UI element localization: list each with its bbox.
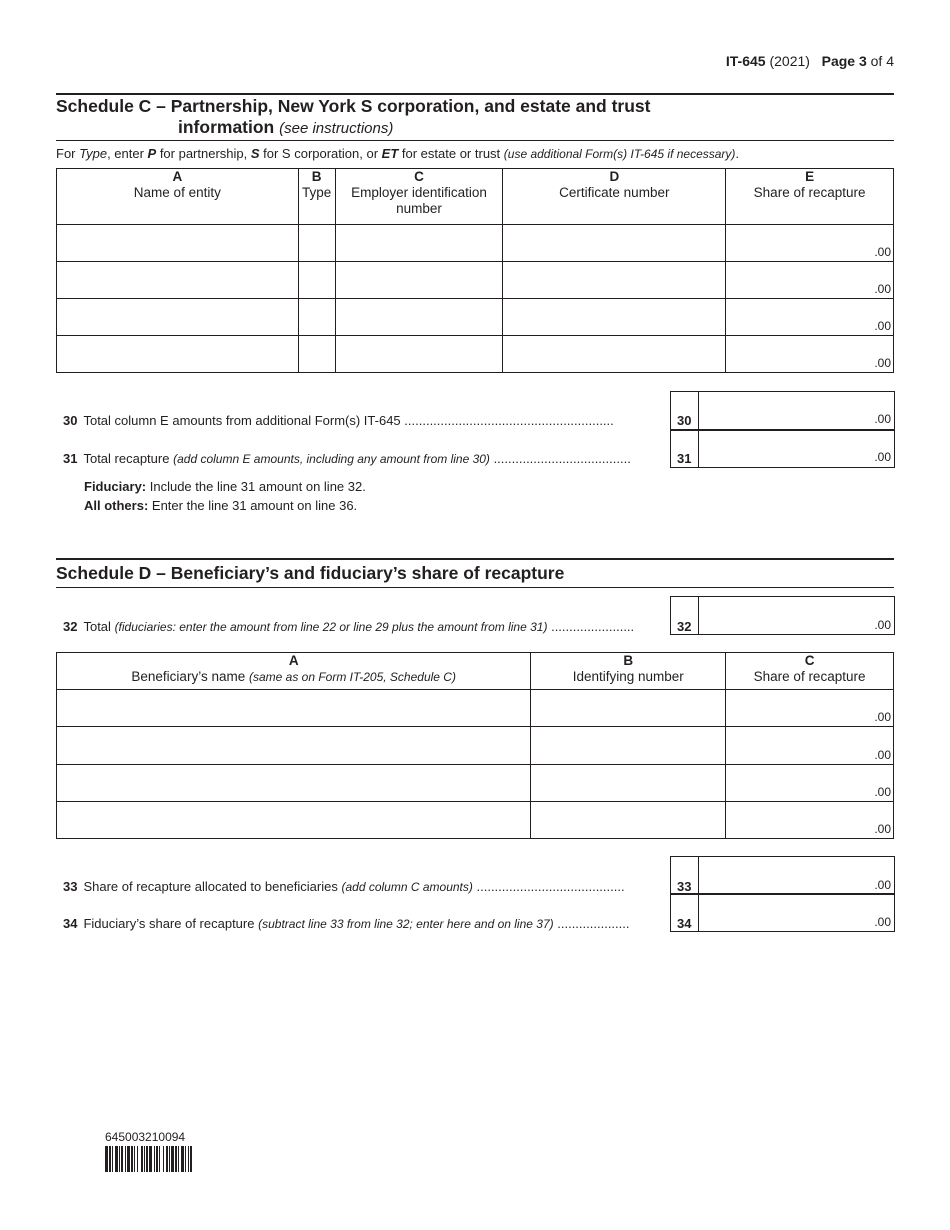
l: Beneficiary’s name bbox=[131, 669, 246, 684]
share-input[interactable] bbox=[726, 225, 894, 262]
amt: .00 bbox=[874, 822, 891, 836]
line-num: 33 bbox=[63, 879, 78, 894]
line-34: 34 Fiduciary’s share of recapture (subtract line 33 from line 32; enter here and on line 37) .................... bbox=[63, 916, 630, 931]
line-30: 30 Total column E amounts from additional Form(s) IT-645 .......................................................... bbox=[63, 413, 614, 428]
col-c-header bbox=[335, 169, 503, 225]
barcode-number: 645003210094 bbox=[105, 1130, 186, 1144]
line-30-amount-input[interactable]: .00 bbox=[874, 412, 891, 426]
l: B bbox=[311, 169, 322, 184]
l: C bbox=[414, 169, 424, 184]
t: for S corporation, or bbox=[259, 146, 382, 161]
form-year: (2021) bbox=[769, 53, 810, 69]
l: Employer identification number bbox=[351, 185, 487, 216]
l: A bbox=[172, 169, 183, 184]
t: , enter bbox=[107, 146, 148, 161]
divider bbox=[698, 856, 699, 931]
type-input[interactable] bbox=[298, 336, 335, 373]
line-num: 32 bbox=[63, 619, 78, 634]
line-31-amount-input[interactable]: .00 bbox=[874, 450, 891, 464]
col-e-header bbox=[726, 169, 894, 225]
share-input[interactable] bbox=[726, 299, 894, 336]
l: E bbox=[805, 169, 815, 184]
amt: .00 bbox=[874, 356, 891, 370]
t: Type bbox=[79, 146, 108, 161]
l: Share of recapture bbox=[753, 185, 866, 200]
page-number: Page 3 bbox=[821, 53, 867, 69]
page-of: of 4 bbox=[870, 53, 894, 69]
line-text: Fiduciary’s share of recapture bbox=[83, 916, 255, 931]
t: for estate or trust bbox=[398, 146, 504, 161]
line-box-number: 31 bbox=[677, 451, 692, 466]
others-text: Enter the line 31 amount on line 36. bbox=[148, 498, 358, 513]
table-row bbox=[57, 690, 894, 727]
l: (same as on Form IT-205, Schedule C) bbox=[248, 670, 456, 684]
col-b-header bbox=[298, 169, 335, 225]
line-33-amount-input[interactable]: .00 bbox=[874, 878, 891, 892]
line-note: (fiduciaries: enter the amount from line 22 or line 29 plus the amount from line 31) bbox=[114, 620, 548, 634]
share-input[interactable] bbox=[726, 690, 894, 727]
certificate-input[interactable] bbox=[503, 336, 726, 373]
identifying-number-input[interactable] bbox=[531, 765, 726, 802]
amt: .00 bbox=[874, 785, 891, 799]
line-text: Share of recapture allocated to beneficiaries bbox=[83, 879, 338, 894]
page-header bbox=[726, 53, 894, 69]
notes bbox=[84, 477, 366, 515]
beneficiary-name-input[interactable] bbox=[57, 765, 531, 802]
type-input[interactable] bbox=[298, 225, 335, 262]
table-row bbox=[57, 225, 894, 262]
col-b-header bbox=[531, 653, 726, 690]
table-row bbox=[57, 336, 894, 373]
line-text: Total column E amounts from additional Form(s) IT-645 bbox=[83, 413, 401, 428]
line-num: 30 bbox=[63, 413, 78, 428]
barcode-bar bbox=[192, 1146, 194, 1172]
identifying-number-input[interactable] bbox=[531, 727, 726, 765]
t: for partnership, bbox=[156, 146, 251, 161]
line-33: 33 Share of recapture allocated to beneficiaries (add column C amounts) ......................................... bbox=[63, 879, 625, 894]
ein-input[interactable] bbox=[335, 262, 503, 299]
divider bbox=[56, 140, 894, 141]
table-row bbox=[57, 299, 894, 336]
l: A bbox=[288, 653, 299, 668]
amt: .00 bbox=[874, 748, 891, 762]
share-input[interactable] bbox=[726, 765, 894, 802]
line-32-amount-input[interactable]: .00 bbox=[874, 618, 891, 632]
t: S bbox=[250, 146, 260, 161]
l: Identifying number bbox=[572, 669, 684, 684]
l: Name of entity bbox=[133, 185, 221, 200]
t: ET bbox=[381, 146, 399, 161]
schedule-c-table bbox=[56, 168, 894, 373]
others-label: All others: bbox=[84, 498, 149, 513]
divider bbox=[698, 391, 699, 467]
table-header bbox=[57, 169, 894, 225]
beneficiary-name-input[interactable] bbox=[57, 727, 531, 765]
barcode-icon bbox=[105, 1146, 239, 1172]
col-a-header bbox=[57, 653, 531, 690]
col-c-header bbox=[726, 653, 894, 690]
schedule-c-title: Schedule C – Partnership, New York S corporation, and estate and trust bbox=[56, 96, 651, 116]
l: D bbox=[609, 169, 620, 184]
share-input[interactable] bbox=[726, 336, 894, 373]
l: Certificate number bbox=[559, 185, 670, 200]
col-a-header bbox=[57, 169, 299, 225]
line-note: (add column C amounts) bbox=[341, 880, 473, 894]
line-note: (subtract line 33 from line 32; enter here and on line 37) bbox=[258, 917, 554, 931]
line-note: (add column E amounts, including any amount from line 30) bbox=[173, 452, 490, 466]
line-box-number: 30 bbox=[677, 413, 692, 428]
identifying-number-input[interactable] bbox=[531, 802, 726, 839]
line-text: Total recapture bbox=[83, 451, 170, 466]
schedule-c-instructions bbox=[56, 146, 739, 161]
fiduciary-text: Include the line 31 amount on line 32. bbox=[146, 479, 366, 494]
amt: .00 bbox=[874, 245, 891, 259]
line-num: 34 bbox=[63, 916, 78, 931]
line-box-number: 32 bbox=[677, 619, 692, 634]
table-row bbox=[57, 765, 894, 802]
table-header bbox=[57, 653, 894, 690]
table-row bbox=[57, 802, 894, 839]
identifying-number-input[interactable] bbox=[531, 690, 726, 727]
schedule-d-title: Schedule D – Beneficiary’s and fiduciary’s share of recapture bbox=[56, 563, 565, 583]
share-input[interactable] bbox=[726, 727, 894, 765]
beneficiary-name-input[interactable] bbox=[57, 690, 531, 727]
divider bbox=[56, 93, 894, 95]
t: (use additional Form(s) IT-645 if necessary) bbox=[503, 147, 736, 161]
schedule-c-title-2 bbox=[178, 117, 393, 138]
certificate-input[interactable] bbox=[503, 262, 726, 299]
line-box-number: 33 bbox=[677, 879, 692, 894]
entity-name-input[interactable] bbox=[57, 336, 299, 373]
amt: .00 bbox=[874, 282, 891, 296]
share-input[interactable] bbox=[726, 802, 894, 839]
line-box-number: 34 bbox=[677, 916, 692, 931]
line-32: 32 Total (fiduciaries: enter the amount from line 22 or line 29 plus the amount from line 31) ....................... bbox=[63, 619, 635, 634]
fiduciary-label: Fiduciary: bbox=[84, 479, 147, 494]
ein-input[interactable] bbox=[335, 336, 503, 373]
table-row bbox=[57, 262, 894, 299]
col-d-header bbox=[503, 169, 726, 225]
beneficiary-name-input[interactable] bbox=[57, 802, 531, 839]
divider bbox=[56, 558, 894, 560]
type-input[interactable] bbox=[298, 299, 335, 336]
line-34-amount-input[interactable]: .00 bbox=[874, 915, 891, 929]
line-31: 31 Total recapture (add column E amounts, including any amount from line 30) ...................................... bbox=[63, 451, 631, 466]
share-input[interactable] bbox=[726, 262, 894, 299]
form-id: IT-645 bbox=[725, 53, 766, 69]
entity-name-input[interactable] bbox=[57, 299, 299, 336]
entity-name-input[interactable] bbox=[57, 225, 299, 262]
amt: .00 bbox=[874, 710, 891, 724]
l: Type bbox=[301, 185, 332, 200]
l: C bbox=[804, 653, 815, 668]
line-num: 31 bbox=[63, 451, 78, 466]
schedule-d-table bbox=[56, 652, 894, 839]
amt: .00 bbox=[874, 319, 891, 333]
title-note: (see instructions) bbox=[279, 120, 394, 137]
line-text: Total bbox=[83, 619, 111, 634]
l: Share of recapture bbox=[753, 669, 866, 684]
certificate-input[interactable] bbox=[503, 299, 726, 336]
ein-input[interactable] bbox=[335, 225, 503, 262]
entity-name-input[interactable] bbox=[57, 262, 299, 299]
divider bbox=[698, 596, 699, 634]
table-row bbox=[57, 727, 894, 765]
ein-input[interactable] bbox=[335, 299, 503, 336]
type-input[interactable] bbox=[298, 262, 335, 299]
t: P bbox=[147, 146, 157, 161]
t: For bbox=[56, 146, 80, 161]
divider bbox=[56, 587, 894, 588]
l: B bbox=[623, 653, 634, 668]
title-text: information bbox=[178, 117, 275, 137]
certificate-input[interactable] bbox=[503, 225, 726, 262]
t: . bbox=[735, 146, 740, 161]
